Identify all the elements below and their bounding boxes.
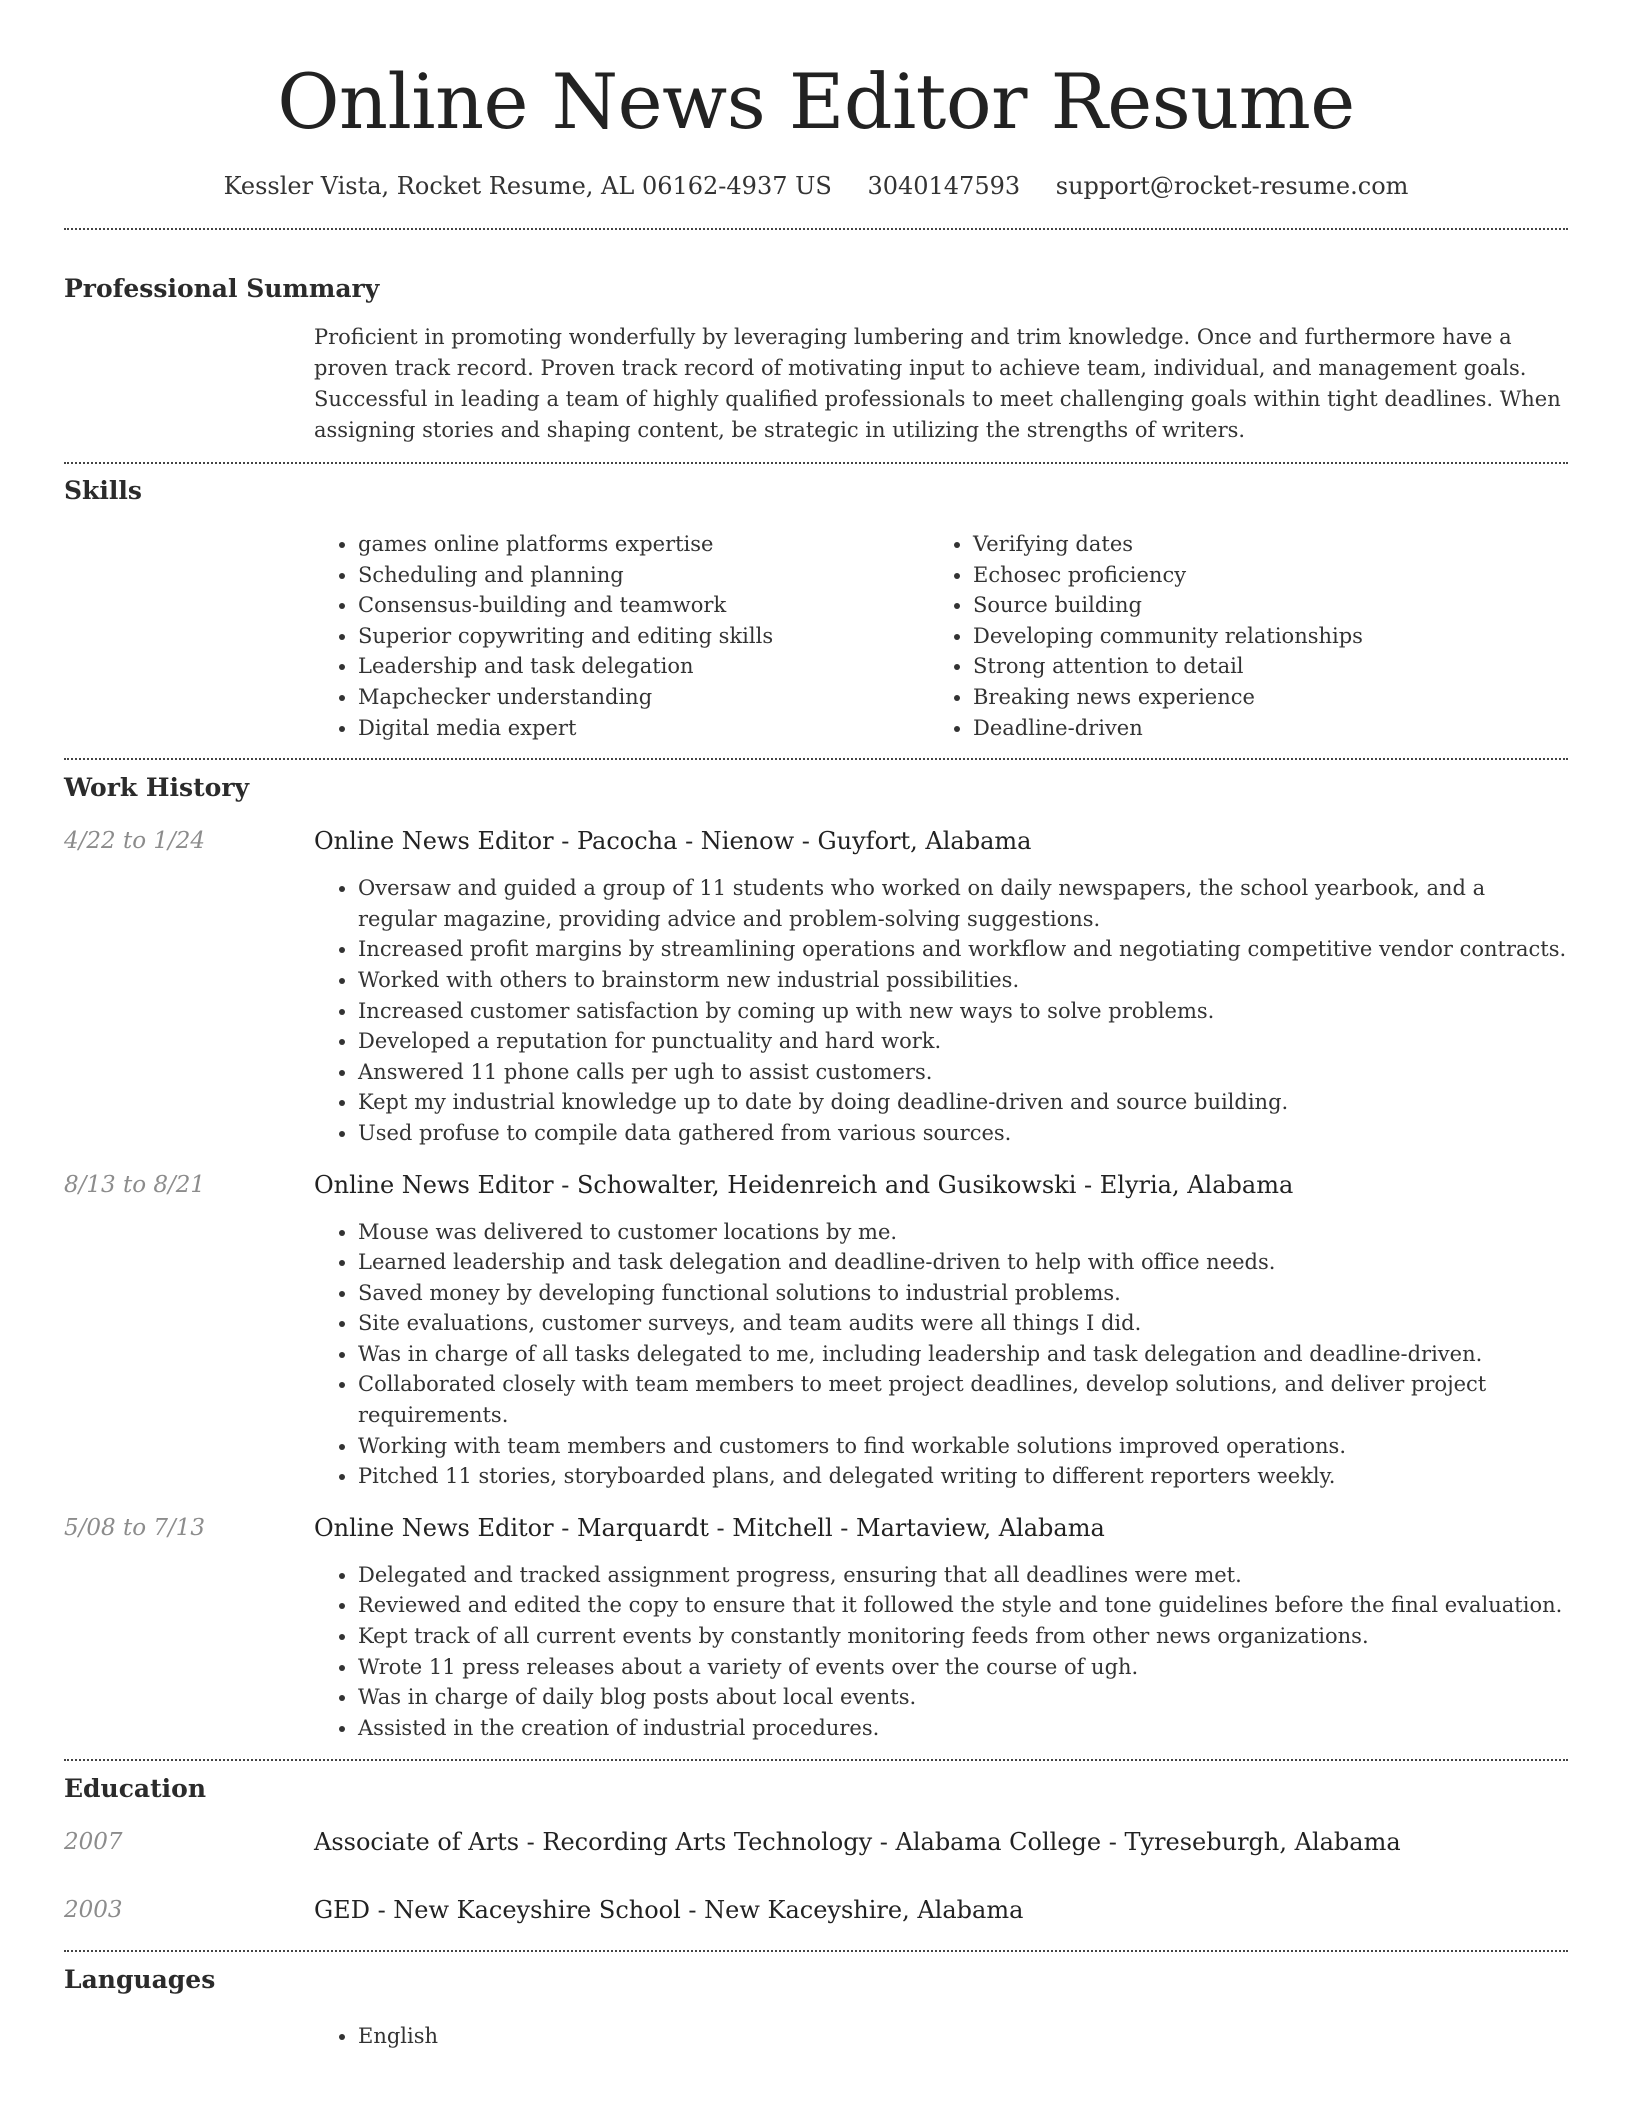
- job-bullet: • Learned leadership and task delegation and deadline-driven to help with office needs.: [358, 1247, 1568, 1278]
- skill-item: • Breaking news experience: [973, 682, 1533, 713]
- section-divider: [64, 462, 1568, 464]
- job-bullet: • Used profuse to compile data gathered from various sources.: [358, 1118, 1568, 1149]
- contact-address: Kessler Vista, Rocket Resume, AL 06162-4937 US: [223, 172, 832, 200]
- job-bullet: • Wrote 11 press releases about a variety of events over the course of ugh.: [358, 1652, 1568, 1683]
- job-bullet: • Increased profit margins by streamlining operations and workflow and negotiating competitive vendor contracts.: [358, 934, 1568, 965]
- education-entry: [64, 1826, 1568, 1858]
- job-bullet: • Worked with others to brainstorm new industrial possibilities.: [358, 965, 1568, 996]
- job-heading: Online News Editor - Pacocha - Nienow - Guyfort, Alabama: [314, 827, 1032, 856]
- education-details: GED - New Kaceyshire School - New Kaceyshire, Alabama: [314, 1896, 1024, 1925]
- job-heading: Online News Editor - Marquardt - Mitchell - Martaview, Alabama: [314, 1513, 1105, 1542]
- language-item: • English: [358, 2021, 1568, 2052]
- job-bullet: • Pitched 11 stories, storyboarded plans, and delegated writing to different reporters weekly.: [358, 1461, 1568, 1492]
- languages-heading: Languages: [64, 1965, 216, 1995]
- education-year: 2007: [64, 1829, 123, 1856]
- skill-item: • Echosec proficiency: [973, 560, 1533, 591]
- summary-heading: Professional Summary: [64, 274, 380, 303]
- education-entry: [64, 1894, 1568, 1926]
- job-entry: [64, 1169, 1568, 1492]
- section-divider: [64, 228, 1568, 230]
- resume-page: [64, 0, 1568, 2052]
- job-bullet: • Developed a reputation for punctuality and hard work.: [358, 1026, 1568, 1057]
- job-bullet: • Site evaluations, customer surveys, and team audits were all things I did.: [358, 1308, 1568, 1339]
- skill-item: • Developing community relationships: [973, 621, 1533, 652]
- contact-phone: 3040147593: [867, 172, 1021, 200]
- job-entry: [64, 825, 1568, 1148]
- skill-item: • Strong attention to detail: [973, 651, 1533, 682]
- education-heading: Education: [64, 1774, 207, 1804]
- section-divider: [64, 1950, 1568, 1952]
- contact-line: [64, 168, 1568, 204]
- job-body: [314, 1512, 1568, 1744]
- skill-item: • Leadership and task delegation: [358, 651, 929, 682]
- job-bullet: • Reviewed and edited the copy to ensure that it followed the style and tone guidelines before the final evaluation.: [358, 1590, 1568, 1621]
- education-details: Associate of Arts - Recording Arts Technology - Alabama College - Tyreseburgh, Alabama: [314, 1828, 1401, 1857]
- skill-item: • Source building: [973, 590, 1533, 621]
- languages-list: [314, 2021, 1568, 2052]
- job-dates: 5/08 to 7/13: [64, 1514, 206, 1541]
- section-divider: [64, 1759, 1568, 1761]
- skills-heading: Skills: [64, 476, 142, 505]
- job-bullet: • Increased customer satisfaction by coming up with new ways to solve problems.: [358, 996, 1568, 1027]
- contact-email: support@rocket-resume.com: [1055, 172, 1409, 200]
- job-body: [314, 825, 1568, 1148]
- skill-item: • Consensus-building and teamwork: [358, 590, 929, 621]
- job-dates: 4/22 to 1/24: [64, 828, 206, 855]
- skill-item: • Scheduling and planning: [358, 560, 929, 591]
- skills-column-right: [929, 529, 1533, 743]
- job-bullet: • Delegated and tracked assignment progress, ensuring that all deadlines were met.: [358, 1560, 1568, 1591]
- job-bullets: [314, 1560, 1568, 1744]
- work-history-heading: Work History: [64, 773, 250, 803]
- skills-column-left: [314, 529, 929, 743]
- job-heading: Online News Editor - Schowalter, Heidenreich and Gusikowski - Elyria, Alabama: [314, 1170, 1294, 1199]
- education-year: 2003: [64, 1897, 123, 1924]
- job-bullet: • Was in charge of all tasks delegated to me, including leadership and task delegation and deadline-driven.: [358, 1339, 1568, 1370]
- job-bullet: • Assisted in the creation of industrial procedures.: [358, 1713, 1568, 1744]
- skill-item: • Superior copywriting and editing skills: [358, 621, 929, 652]
- job-bullets: [314, 1217, 1568, 1492]
- job-bullet: • Saved money by developing functional solutions to industrial problems.: [358, 1278, 1568, 1309]
- job-bullet: • Collaborated closely with team members to meet project deadlines, develop solutions, and deliver project requirements.: [358, 1369, 1568, 1430]
- job-bullet: • Mouse was delivered to customer locations by me.: [358, 1217, 1568, 1248]
- skill-item: • games online platforms expertise: [358, 529, 929, 560]
- job-bullet: • Was in charge of daily blog posts about local events.: [358, 1682, 1568, 1713]
- resume-title: Online News Editor Resume: [277, 57, 1355, 146]
- skill-item: • Verifying dates: [973, 529, 1533, 560]
- job-bullet: • Answered 11 phone calls per ugh to assist customers.: [358, 1057, 1568, 1088]
- skill-item: • Deadline-driven: [973, 713, 1533, 744]
- job-dates: 8/13 to 8/21: [64, 1171, 206, 1198]
- job-entry: [64, 1512, 1568, 1744]
- job-bullet: • Oversaw and guided a group of 11 students who worked on daily newspapers, the school yearbook, and a regular magazine, providing advice and problem-solving suggestions.: [358, 873, 1568, 934]
- job-bullets: [314, 873, 1568, 1148]
- skill-item: • Mapchecker understanding: [358, 682, 929, 713]
- job-bullet: • Kept track of all current events by constantly monitoring feeds from other news organizations.: [358, 1621, 1568, 1652]
- section-divider: [64, 758, 1568, 760]
- skills-list: [314, 529, 1568, 743]
- job-bullet: • Kept my industrial knowledge up to date by doing deadline-driven and source building.: [358, 1087, 1568, 1118]
- summary-text: Proficient in promoting wonderfully by leveraging lumbering and trim knowledge. Once and furthermore have a proven track record. Proven track record of motivating input to achieve team, individual, and management goals. Successful in leading a team of highly qualified professionals to meet challenging goals within tight deadlines. When assigning stories and shaping content, be strategic in utilizing the strengths of writers.: [314, 325, 1561, 442]
- job-bullet: • Working with team members and customers to find workable solutions improved operations.: [358, 1431, 1568, 1462]
- skill-item: • Digital media expert: [358, 713, 929, 744]
- job-body: [314, 1169, 1568, 1492]
